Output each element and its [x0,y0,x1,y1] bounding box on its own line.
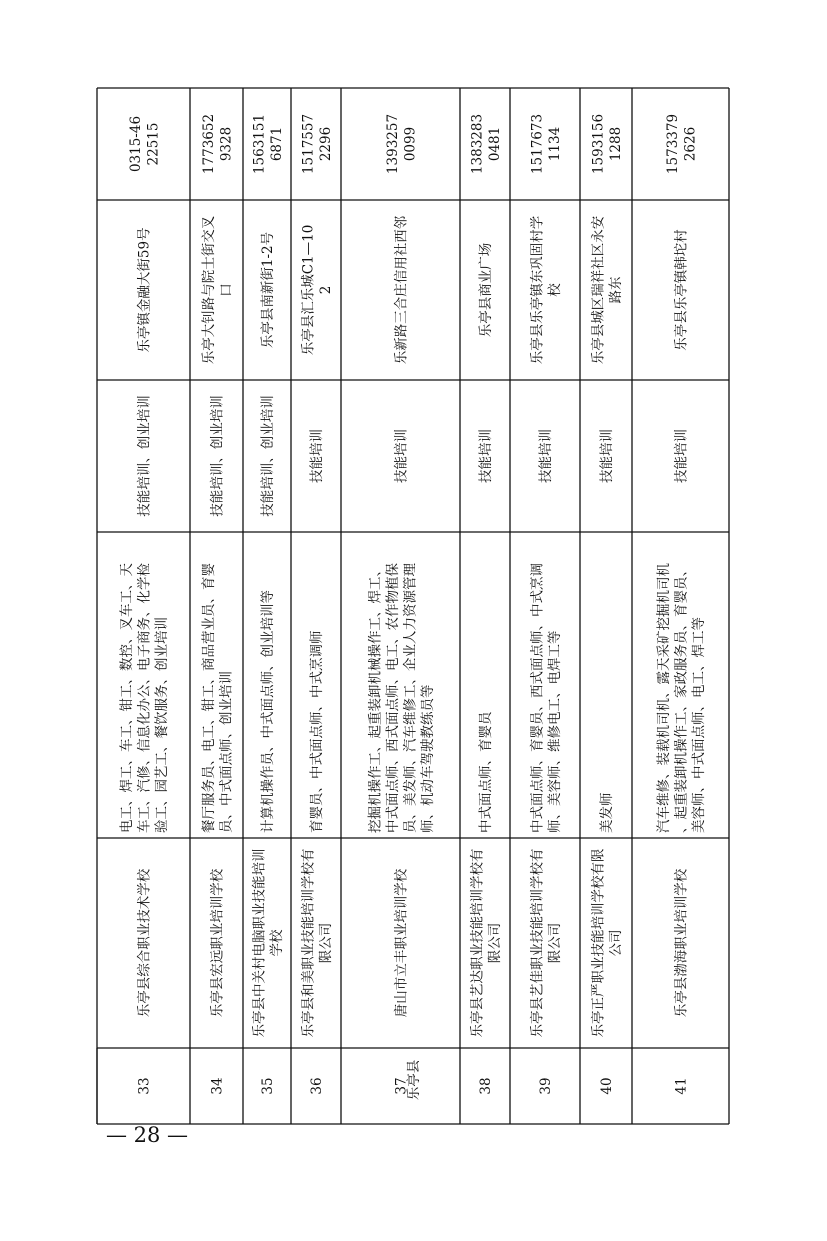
type-text-line: 技能培训 [599,429,615,483]
address-text-line: 乐亭县汇乐城C1—10 [300,224,317,356]
address-text-line: 乐亭县商业广场 [478,242,494,338]
school-text-line: 乐亭县艺佳职业技能培训学校有 [529,848,546,1038]
cell-address [673,229,690,351]
phone-text-line: 1573379 [664,113,681,175]
cell-school [589,848,624,1037]
type-text-line: 技能培训、创业培训 [209,395,226,517]
phone-text-line: 1517557 [300,113,317,175]
phone-text-line: 6871 [268,126,285,162]
county-label: 乐亭县 [406,1059,422,1101]
cell-school [299,849,334,1038]
majors-text-line: 餐厅服务员、电工、钳工、商品营业员、育婴 [200,563,217,833]
majors-text-line: 中式面点师、育婴员 [478,711,494,833]
cell-address [528,215,563,364]
type-text-line: 技能培训 [538,429,554,483]
cell-phone [300,114,334,174]
majors-text-line: 师、机动车驾驶教练员等 [419,684,436,833]
cell-type [477,429,494,483]
cell-majors [118,563,170,833]
cell-school [528,849,563,1038]
address-text-line: 乐新路三合庄信用社西邻 [393,215,410,365]
cell-address [477,243,494,338]
phone-text-line: 22515 [145,122,162,166]
type-text-line: 技能培训、创业培训 [260,395,276,517]
no-text-line: 33 [136,1077,153,1095]
type-text-line: 技能培训 [309,429,325,483]
cell-majors [477,710,494,833]
cell-phone [665,114,699,174]
address-text-line: 口 [218,283,235,297]
cell-address [589,215,624,364]
cell-no [137,1077,153,1094]
cell-school [136,868,153,1017]
majors-text-line: 美容师、中式面点师、电工、焊工等 [691,617,707,833]
type-text-line: 技能培训 [673,429,690,483]
school-text-line: 公司 [607,929,624,957]
school-text-line: 乐亭县艺达职业技能培训学校有 [469,848,486,1038]
majors-text-line: 计算机操作员、中式面点师、创业培训等 [260,590,276,833]
majors-text-line: 中式面点师、西式面点师、电工、农作物植保 [384,563,401,833]
cell-phone [590,114,624,174]
cell-majors [528,563,563,833]
cell-school [468,849,503,1038]
cell-type [308,429,325,483]
majors-text-line: 电工、焊工、车工、钳工、数控、叉车工、天 [119,563,135,833]
address-text-line: 乐亭县城区瑞祥社区永安 [590,215,607,365]
phone-text-line: 1773652 [200,113,217,175]
majors-text-line: 、起重装卸机操作工、家政服务员、育婴员、 [673,563,690,833]
school-text-line: 唐山市立丰职业培训学校 [393,868,410,1018]
county-cell [406,1059,422,1100]
majors-text-line: 师、美容师、维修电工、电焊工等 [546,630,563,833]
cell-no [674,1077,690,1094]
majors-text-line: 验工、园艺工、餐饮服务、创业培训 [154,617,170,833]
cell-address [136,227,153,352]
no-text-line: 38 [478,1077,494,1095]
phone-text-line: 1134 [546,126,563,162]
phone-text-line: 1383283 [469,113,486,175]
cell-phone [385,114,419,174]
cell-address [200,215,235,364]
cell-majors [259,590,276,833]
address-text-line: 乐亭大钊路与院士街交叉 [200,215,217,365]
cell-phone [529,114,563,174]
address-text-line: 2 [317,285,334,295]
cell-majors [655,563,707,833]
phone-text-line: 1563151 [251,113,268,175]
cell-address [259,232,276,348]
school-text-line: 乐亭县综合职业技术学校 [136,868,153,1018]
school-text-line: 限公司 [486,922,503,964]
cell-address [394,215,410,364]
address-text-line: 路东 [607,276,624,304]
cell-phone [251,114,285,174]
cell-school [393,868,410,1017]
cell-majors [200,563,235,833]
cell-no [210,1077,226,1094]
majors-text-line: 美发师 [599,792,615,833]
phone-text-line: 1593156 [590,113,607,175]
phone-text-line: 0481 [486,126,503,162]
cell-type [393,429,410,483]
phone-text-line: 9328 [218,126,235,162]
cell-no [260,1077,276,1094]
cell-address [300,225,334,356]
no-text-line: 40 [599,1077,615,1095]
majors-text-line: 员、中式面点师、创业培训 [218,671,235,833]
cell-no [599,1077,615,1094]
phone-text-line: 1393257 [384,113,401,175]
cell-phone [128,116,162,172]
cell-majors [598,793,615,834]
cell-type [673,429,690,483]
phone-text-line: 0315-46 [127,115,144,173]
phone-text-line: 1288 [607,126,624,162]
cell-majors [308,631,325,834]
majors-text-line: 车工、汽修、信息化办公、电子商务、化学检 [136,563,153,833]
school-text-line: 限公司 [317,922,334,964]
cell-no [309,1077,325,1094]
address-text-line: 乐亭县乐亭镇韩坨村 [673,229,690,351]
cell-type [209,395,226,517]
no-text-line: 37 [393,1077,410,1095]
no-text-line: 36 [309,1077,325,1095]
no-text-line: 39 [538,1077,554,1095]
cell-no [478,1077,494,1094]
no-text-line: 35 [260,1077,276,1095]
cell-phone [201,114,235,174]
majors-text-line: 育婴员、中式面点师、中式烹调师 [309,630,325,833]
cell-majors [366,563,436,833]
majors-text-line: 员、美发师、汽车维修工、企业人力资源管理 [402,563,419,833]
school-text-line: 学校 [268,929,285,957]
phone-text-line: 0099 [402,126,419,162]
no-text-line: 41 [673,1077,690,1095]
school-text-line: 乐亭正严职业技能培训学校有限 [590,848,607,1038]
phone-text-line: 2626 [682,126,699,162]
cell-type [537,429,554,483]
page-number: — 28 — [105,1123,189,1147]
cell-type [259,395,276,517]
cell-phone [469,114,503,174]
majors-text-line: 中式面点师、育婴员、西式面点师、中式烹调 [529,563,546,833]
phone-text-line: 1517673 [529,113,546,175]
address-text-line: 校 [546,283,563,297]
cell-type [136,395,153,517]
type-text-line: 技能培训、创业培训 [136,395,153,517]
phone-text-line: 2296 [317,126,334,162]
no-text-line: 34 [209,1077,226,1095]
type-text-line: 技能培训 [478,429,494,483]
cell-school [250,849,285,1038]
majors-text-line: 汽车维修、装载机司机、露天采矿挖掘机司机 [656,563,672,833]
type-text-line: 技能培训 [393,429,410,483]
school-text-line: 限公司 [546,922,563,964]
address-text-line: 乐亭县南新街1-2号 [260,231,276,349]
address-text-line: 乐亭镇金融大街59号 [136,227,153,353]
cell-no [538,1077,554,1094]
cell-school [209,868,226,1017]
school-text-line: 乐亭县中关村电脑职业技能培训 [251,848,268,1038]
cell-school [673,868,690,1017]
school-text-line: 乐亭县和美职业技能培训学校有 [300,848,317,1038]
school-text-line: 乐亭县宏远职业培训学校 [209,868,226,1018]
cell-type [598,429,615,483]
majors-text-line: 挖掘机操作工、起重装卸机械操作工、焊工、 [367,563,384,833]
school-text-line: 乐亭县渤海职业培训学校 [673,868,690,1018]
address-text-line: 乐亭县乐亭镇东巩固村学 [529,215,546,365]
